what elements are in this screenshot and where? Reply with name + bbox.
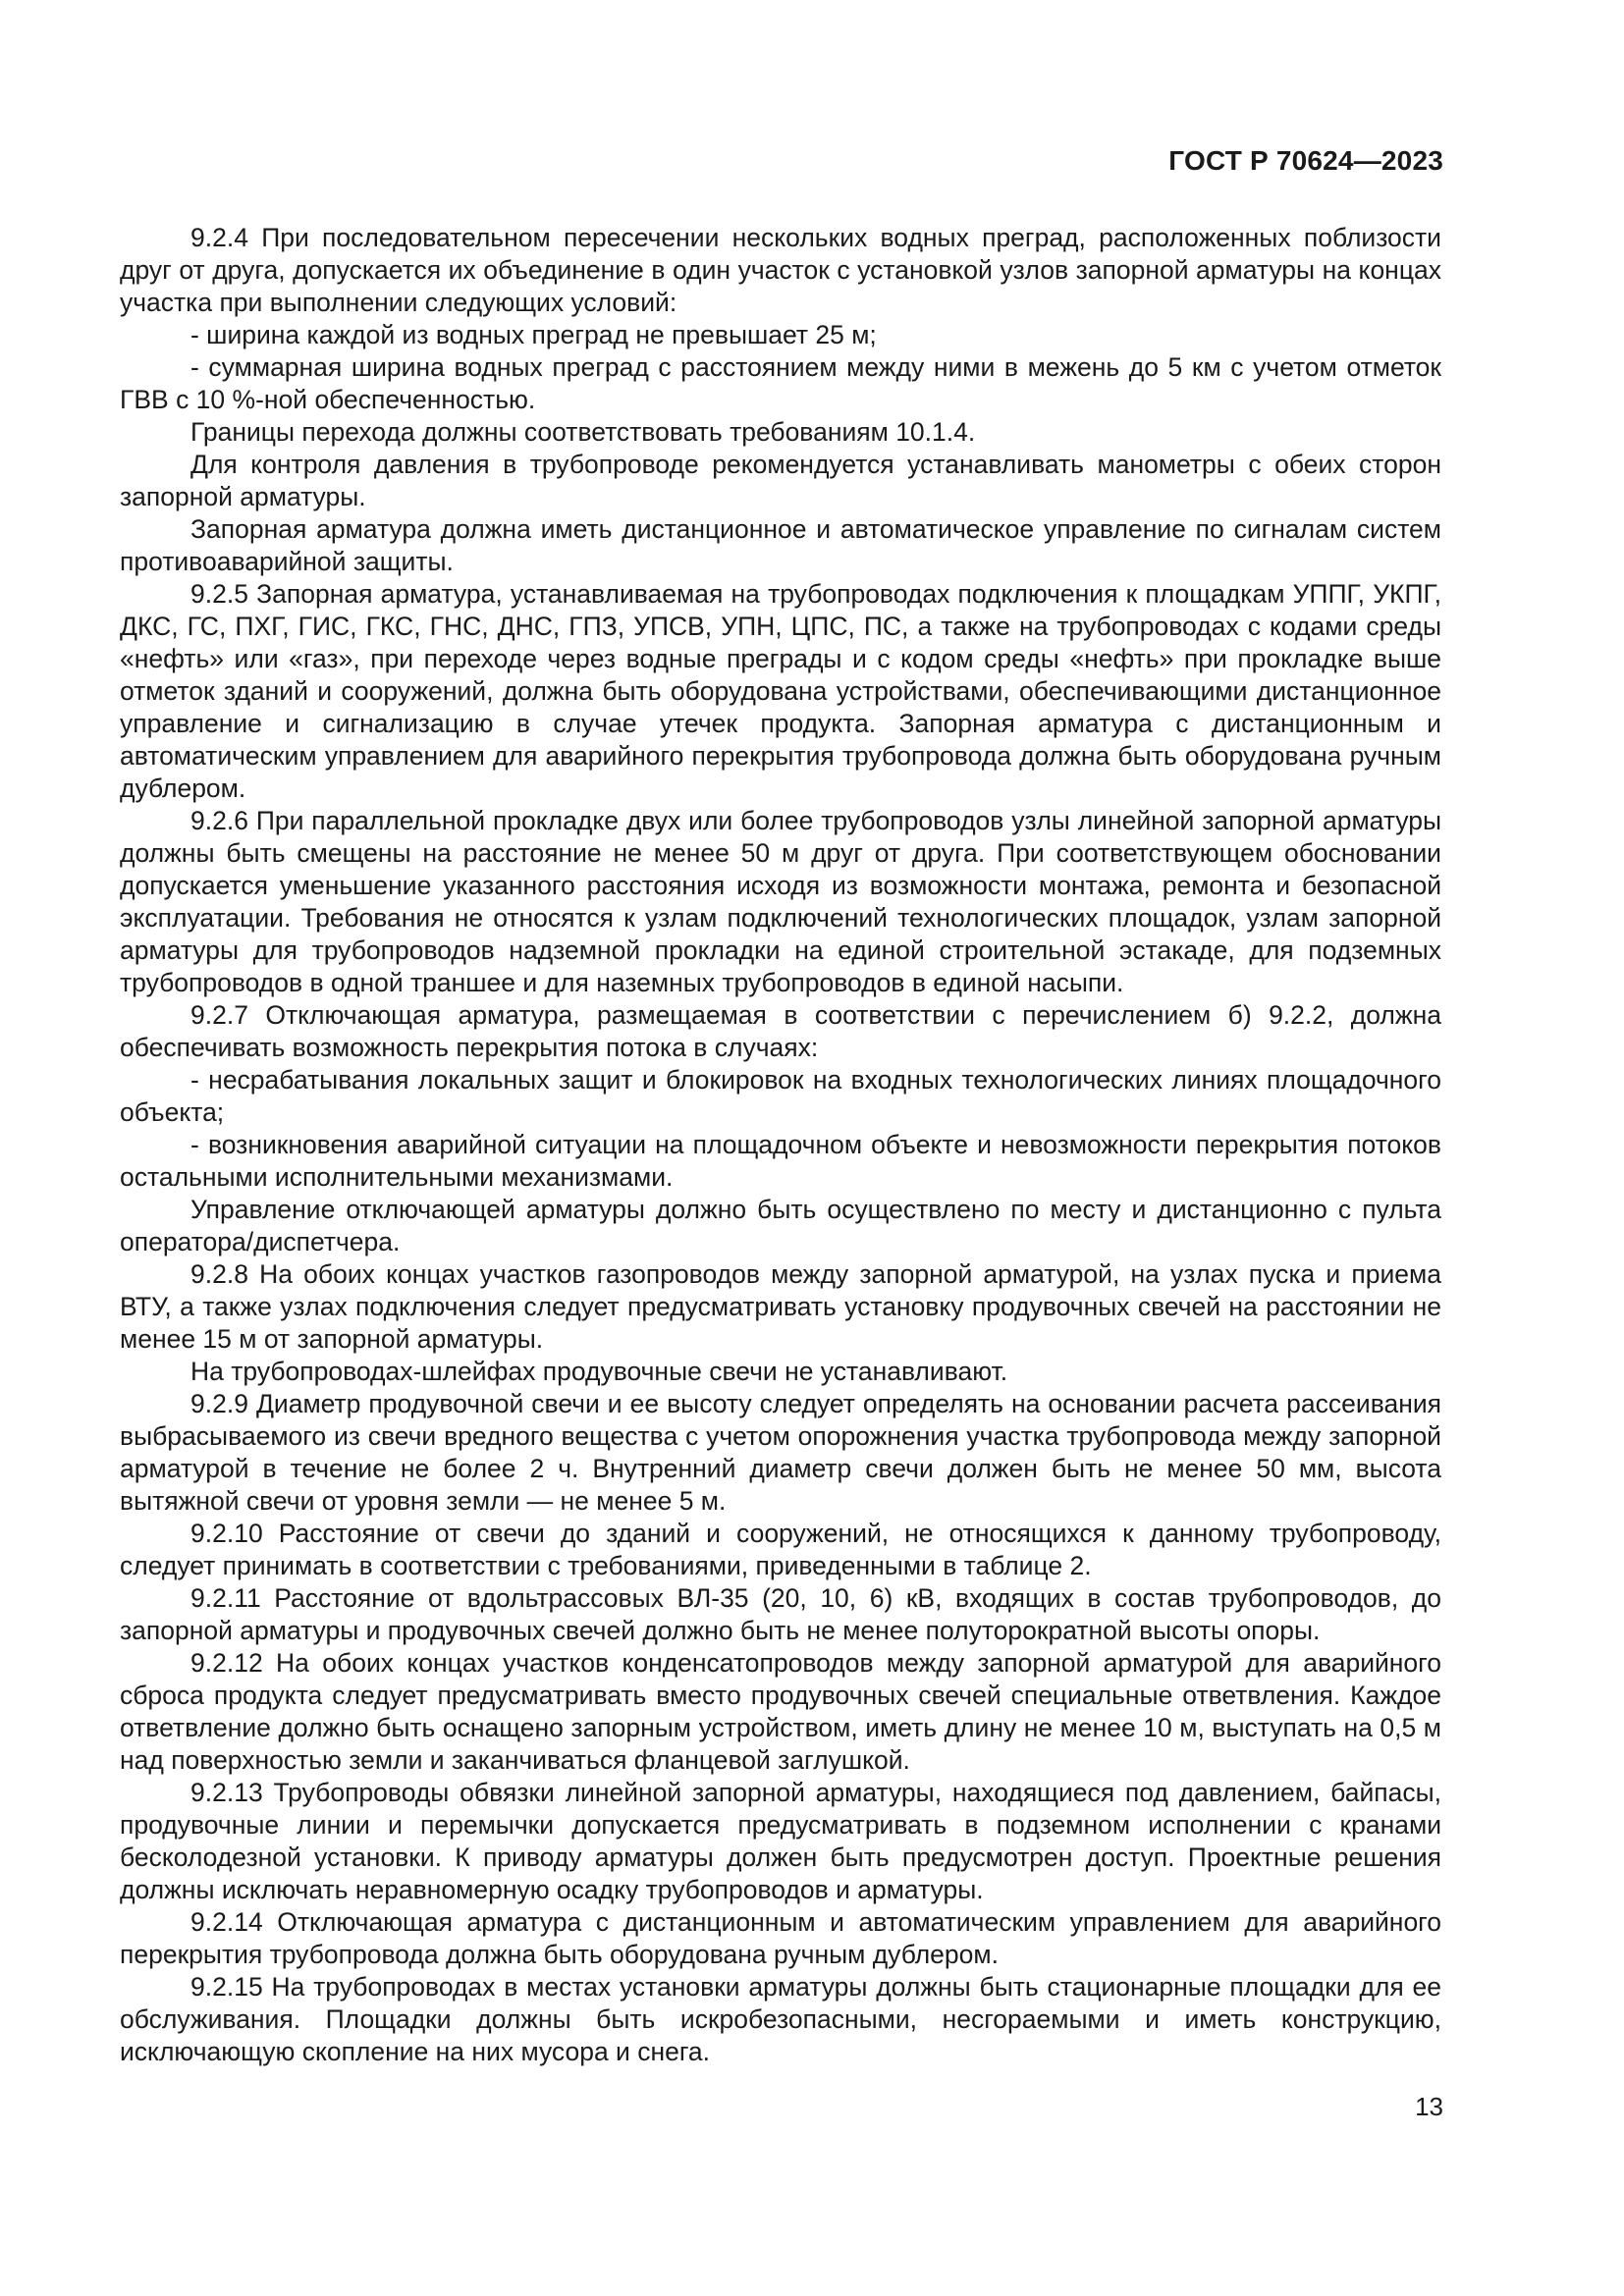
document-body: [120, 222, 1441, 2068]
paragraph: 9.2.6 При параллельной прокладке двух или более трубопроводов узлы линейной запорной арматуры должны быть смещены на расстояние не менее 50 м друг от друга. При соответствующем обосновании допускается уменьшение указанного расстояния исходя из возможности монтажа, ремонта и безопасной эксплуатации. Требования не относятся к узлам подключений технологических площадок, узлам запорной арматуры для трубопроводов надземной прокладки на единой строительной эстакаде, для подземных трубопроводов в одной траншее и для наземных трубопроводов в единой насыпи.: [120, 806, 1441, 997]
document-code: ГОСТ Р 70624—2023: [1168, 145, 1443, 176]
page-number: 13: [1415, 2092, 1443, 2121]
paragraph: 9.2.5 Запорная арматура, устанавливаемая на трубопроводах подключения к площадкам УППГ, УКПГ, ДКС, ГС, ПХГ, ГИС, ГКС, ГНС, ДНС, ГПЗ, УПСВ, УПН, ЦПС, ПС, а также на трубопроводах с кодами среды «нефть» или «газ», при переходе через водные преграды и с кодом среды «нефть» при прокладке выше отметок зданий и сооружений, должна быть оборудована устройствами, обеспечивающими дистанционное управление и сигнализацию в случае утечек продукта. Запорная арматура с дистанционным и автоматическим управлением для аварийного перекрытия трубопровода должна быть оборудована ручным дублером.: [120, 579, 1441, 803]
paragraph: На трубопроводах-шлейфах продувочные свечи не устанавливают.: [190, 1357, 1008, 1386]
paragraph: 9.2.4 При последовательном пересечении нескольких водных преград, расположенных поблизости друг от друга, допускается их объединение в один участок с установкой узлов запорной арматуры на концах участка при выполнении следующих условий:: [120, 223, 1441, 317]
paragraph: 9.2.10 Расстояние от свечи до зданий и сооружений, не относящихся к данному трубопроводу, следует принимать в соответствии с требованиями, приведенными в таблице 2.: [120, 1519, 1441, 1580]
paragraph: 9.2.8 На обоих концах участков газопроводов между запорной арматурой, на узлах пуска и приема ВТУ, а также узлах подключения следует предусматривать установку продувочных свечей на расстоянии не менее 15 м от запорной арматуры.: [120, 1259, 1441, 1354]
list-item: - несрабатывания локальных защит и блокировок на входных технологических линиях площадочного объекта;: [120, 1065, 1441, 1127]
paragraph: 9.2.15 На трубопроводах в местах установки арматуры должны быть стационарные площадки для ее обслуживания. Площадки должны быть искробезопасными, несгораемыми и иметь конструкцию, исключающую скопление на них мусора и снега.: [120, 1972, 1441, 2066]
paragraph: 9.2.7 Отключающая арматура, размещаемая в соответствии с перечислением б) 9.2.2, должна обеспечивать возможность перекрытия потока в случаях:: [120, 1000, 1441, 1062]
paragraph: 9.2.12 На обоих концах участков конденсатопроводов между запорной арматурой для аварийного сброса продукта следует предусматривать вместо продувочных свечей специальные ответвления. Каждое ответвление должно быть оснащено запорным устройством, иметь длину не менее 10 м, выступать на 0,5 м над поверхностью земли и заканчиваться фланцевой заглушкой.: [120, 1648, 1441, 1775]
list-item: - ширина каждой из водных преград не превышает 25 м;: [190, 320, 877, 349]
list-item: - суммарная ширина водных преград с расстоянием между ними в межень до 5 км с учетом отметок ГВВ с 10 %-ной обеспеченностью.: [120, 352, 1441, 414]
paragraph: 9.2.13 Трубопроводы обвязки линейной запорной арматуры, находящиеся под давлением, байпасы, продувочные линии и перемычки допускается предусматривать в подземном исполнении с кранами бесколодезной установки. К приводу арматуры должен быть предусмотрен доступ. Проектные решения должны исключать неравномерную осадку трубопроводов и арматуры.: [120, 1778, 1441, 1904]
paragraph: 9.2.14 Отключающая арматура с дистанционным и автоматическим управлением для аварийного перекрытия трубопровода должна быть оборудована ручным дублером.: [120, 1907, 1441, 1969]
paragraph: Управление отключающей арматуры должно быть осуществлено по месту и дистанционно с пульта оператора/диспетчера.: [120, 1195, 1441, 1256]
paragraph: Запорная арматура должна иметь дистанционное и автоматическое управление по сигналам систем противоаварийной защиты.: [120, 514, 1441, 576]
list-item: - возникновения аварийной ситуации на площадочном объекте и невозможности перекрытия потоков остальными исполнительными механизмами.: [120, 1130, 1441, 1192]
paragraph: 9.2.11 Расстояние от вдольтрассовых ВЛ-35 (20, 10, 6) кВ, входящих в состав трубопроводов, до запорной арматуры и продувочных свечей должно быть не менее полуторократной высоты опоры.: [120, 1583, 1441, 1645]
paragraph: 9.2.9 Диаметр продувочной свечи и ее высоту следует определять на основании расчета рассеивания выбрасываемого из свечи вредного вещества с учетом опорожнения участка трубопровода между запорной арматурой в течение не более 2 ч. Внутренний диаметр свечи должен быть не менее 50 мм, высота вытяжной свечи от уровня земли — не менее 5 м.: [120, 1389, 1441, 1516]
paragraph: Для контроля давления в трубопроводе рекомендуется устанавливать манометры с обеих сторон запорной арматуры.: [120, 450, 1441, 511]
paragraph: Границы перехода должны соответствовать требованиям 10.1.4.: [190, 417, 976, 447]
